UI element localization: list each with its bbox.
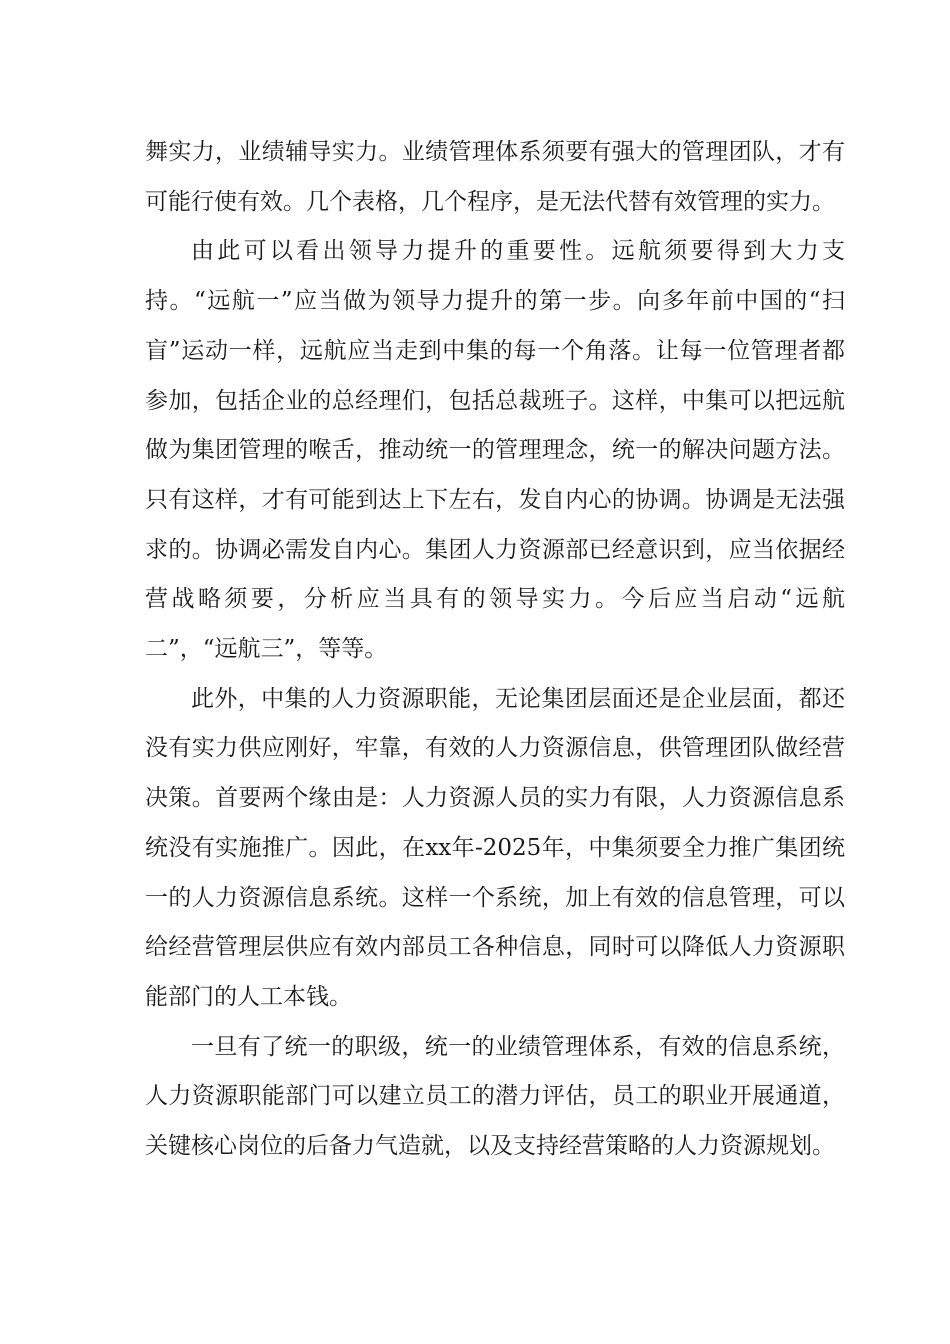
paragraph-4: 一旦有了统一的职级，统一的业绩管理体系，有效的信息系统，人力资源职能部门可以建立员工的潜力评估，员工的职业开展通道，关键核心岗位的后备力气造就，以及支持经营策略的人力资源规划。 bbox=[145, 1033, 845, 1160]
paragraph-2: 由此可以看出领导力提升的重要性。远航须要得到大力支持。“远航一”应当做为领导力提升的第一步。向多年前中国的“扫盲”运动一样，远航应当走到中集的每一个角落。让每一位管理者都参加，包括企业的总经理们，包括总裁班子。这样，中集可以把远航做为集团管理的喉舌，推动统一的管理理念，统一的解决问题方法。只有这样，才有可能到达上下左右，发自内心的协调。协调是无法强求的。协调必需发自内心。集团人力资源部已经意识到，应当依据经营战略须要，分析应当具有的领导实力。今后应当启动“远航二”，“远航三”，等等。 bbox=[145, 238, 845, 663]
document-body bbox=[145, 128, 845, 1172]
paragraph-3: 此外，中集的人力资源职能，无论集团层面还是企业层面，都还没有实力供应刚好，牢靠，有效的人力资源信息，供管理团队做经营决策。首要两个缘由是：人力资源人员的实力有限，人力资源信息系统没有实施推广。因此，在xx年-2025年，中集须要全力推广集团统一的人力资源信息系统。这样一个系统，加上有效的信息管理，可以给经营管理层供应有效内部员工各种信息，同时可以降低人力资源职能部门的人工本钱。 bbox=[145, 685, 845, 1010]
paragraph-1: 舞实力，业绩辅导实力。业绩管理体系须要有强大的管理团队，才有可能行使有效。几个表格，几个程序，是无法代替有效管理的实力。 bbox=[145, 139, 845, 215]
